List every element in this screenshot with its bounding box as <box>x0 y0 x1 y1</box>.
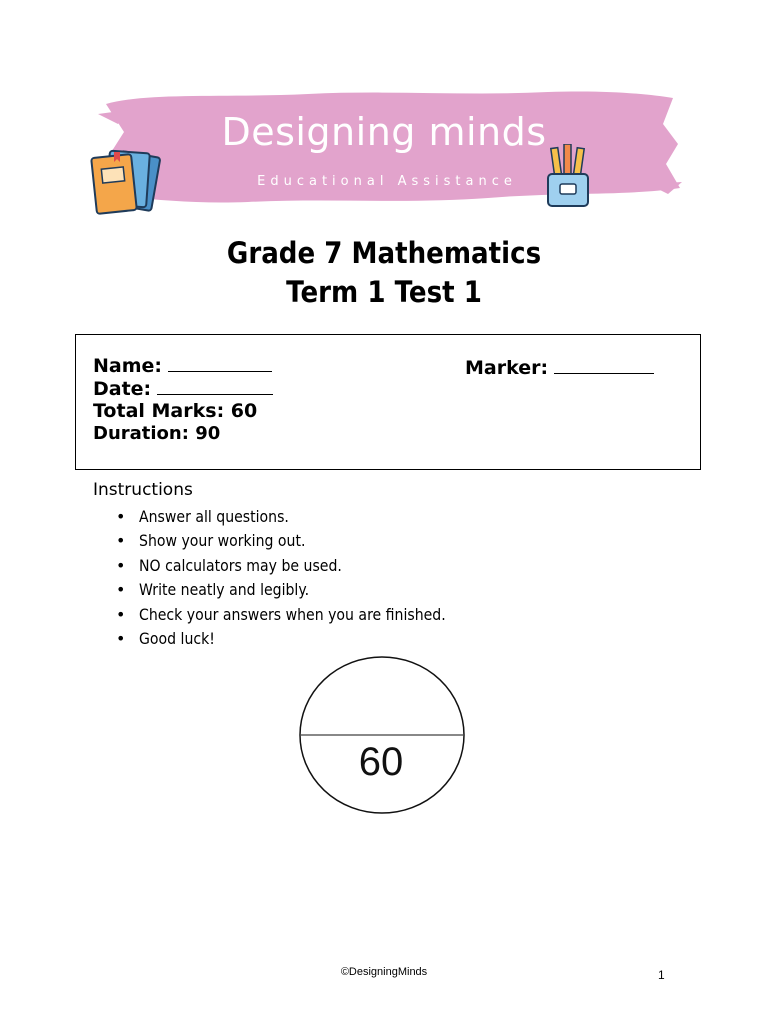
page-title: Grade 7 Mathematics <box>226 236 542 270</box>
bullet-icon: • <box>116 531 126 551</box>
pencil-cup-icon <box>544 144 594 210</box>
score-total: 60 <box>358 740 404 784</box>
date-label: Date: <box>93 378 152 400</box>
brand-title: Designing minds <box>221 110 547 154</box>
total-marks <box>93 400 257 422</box>
student-info-box <box>75 334 701 470</box>
page-number: 1 <box>658 968 665 982</box>
page-subtitle: Term 1 Test 1 <box>286 275 482 309</box>
marker-line <box>465 357 654 379</box>
total-marks-label: Total Marks: 60 <box>93 400 258 422</box>
date-line <box>93 378 273 400</box>
bullet-icon: • <box>116 628 126 648</box>
duration-label: Duration: 90 <box>93 423 221 444</box>
books-icon <box>90 146 170 216</box>
marker-label: Marker: <box>465 357 549 379</box>
header-banner <box>88 84 684 220</box>
date-blank[interactable] <box>157 378 273 395</box>
brand-subtitle: Educational Assistance <box>257 174 517 189</box>
bullet-icon: • <box>116 580 126 600</box>
name-blank[interactable] <box>168 355 272 372</box>
name-line <box>93 355 272 377</box>
instructions-heading: Instructions <box>93 480 193 500</box>
bullet-icon: • <box>116 507 126 526</box>
duration <box>93 423 220 445</box>
name-label: Name: <box>93 355 163 377</box>
bullet-icon: • <box>116 555 126 575</box>
footer-copyright: ©DesigningMinds <box>340 966 428 978</box>
score-circle <box>298 656 468 818</box>
bullet-icon: • <box>116 604 126 624</box>
marker-blank[interactable] <box>554 357 654 374</box>
